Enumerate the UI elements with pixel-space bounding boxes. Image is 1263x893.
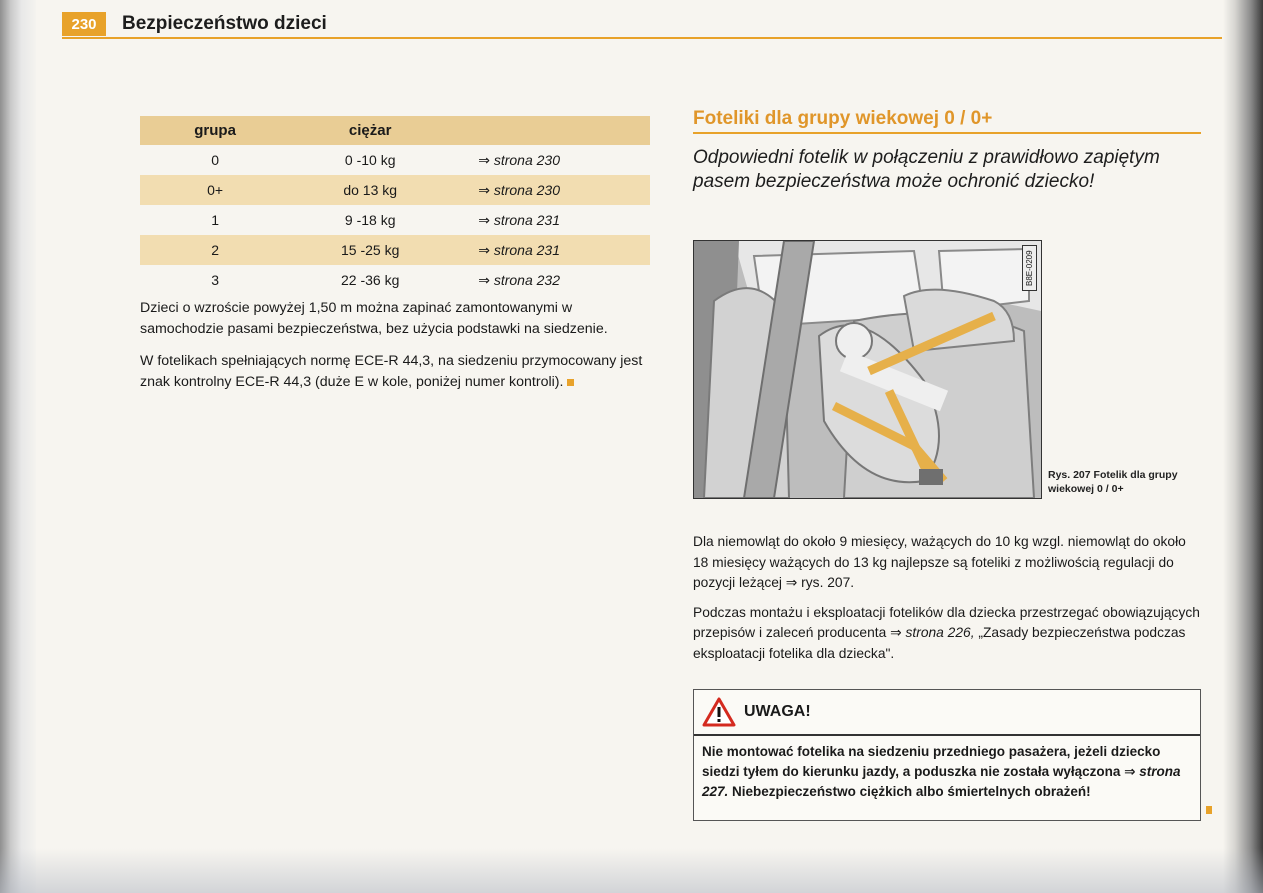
section-divider bbox=[693, 132, 1201, 134]
reference-text: strona 231 bbox=[493, 211, 561, 228]
warning-triangle-icon bbox=[702, 697, 736, 727]
paragraph-installation bbox=[693, 603, 1203, 665]
weight-cell: 0 -10 kg bbox=[344, 152, 396, 168]
reference-text: strona 230 bbox=[493, 181, 561, 198]
table-row bbox=[140, 175, 650, 205]
table-row bbox=[140, 235, 650, 265]
header-divider bbox=[62, 37, 1222, 39]
weight-cell: 15 -25 kg bbox=[290, 235, 450, 265]
warning-label: UWAGA! bbox=[744, 703, 811, 720]
weight-cell: do 13 kg bbox=[290, 175, 450, 205]
warning-text-end: Niebezpieczeństwo ciężkich albo śmiertelnych obrażeń! bbox=[728, 784, 1091, 799]
group-weight-table bbox=[140, 116, 650, 295]
warning-text-start: Nie montować fotelika na siedzeniu przedniego pasażera, jeżeli dziecko siedzi tyłem do kierunku jazdy, a poduszka nie została wyłączona ⇒ bbox=[702, 744, 1161, 779]
continuation-mark-icon bbox=[1206, 806, 1212, 814]
group-cell: 0 bbox=[211, 152, 219, 168]
column-header-weight: ciężar bbox=[290, 116, 450, 145]
page-title: Bezpieczeństwo dzieci bbox=[122, 13, 327, 34]
left-body-text bbox=[140, 298, 652, 404]
caption-number: Rys. 207 bbox=[1048, 469, 1091, 481]
weight-cell: 22 -36 kg bbox=[341, 272, 400, 288]
caption-text: Fotelik dla grupy wiekowej 0 / 0+ bbox=[1048, 469, 1178, 495]
page-reference-link[interactable] bbox=[450, 265, 650, 295]
group-cell: 2 bbox=[140, 235, 290, 265]
page-reference-link[interactable] bbox=[450, 175, 650, 205]
page-reference-link[interactable]: strona 227. bbox=[702, 764, 1181, 799]
figure-code-label: B8E-0209 bbox=[1022, 245, 1037, 291]
column-header-group: grupa bbox=[140, 116, 290, 145]
page-reference-link[interactable] bbox=[450, 145, 650, 175]
arrow-icon: ⇒ bbox=[478, 151, 490, 168]
warning-header bbox=[694, 690, 1200, 736]
page-reference-link[interactable] bbox=[450, 235, 650, 265]
page-bottom-shadow bbox=[0, 848, 1263, 893]
table-header-row bbox=[140, 116, 650, 145]
table-row bbox=[140, 205, 650, 235]
table-row bbox=[140, 265, 650, 295]
car-interior-illustration bbox=[694, 241, 1041, 498]
page-number: 230 bbox=[62, 12, 106, 36]
installation-text-start: Podczas montażu i eksploatacji fotelików dla dziecka przestrzegać obowiązujących przepisów i zaleceń producenta ⇒ bbox=[693, 604, 1200, 640]
reference-text: strona 232 bbox=[493, 271, 561, 288]
section-heading: Foteliki dla grupy wiekowej 0 / 0+ bbox=[693, 108, 993, 129]
paragraph-ece-mark bbox=[140, 351, 652, 393]
arrow-icon: ⇒ bbox=[478, 181, 490, 198]
table-row bbox=[140, 145, 650, 175]
installation-text-end: „Zasady bezpieczeństwa podczas eksploatacji fotelika dla dziecka". bbox=[693, 625, 1186, 661]
arrow-icon: ⇒ bbox=[478, 211, 490, 228]
page-binding-left bbox=[0, 0, 36, 893]
lead-statement: Odpowiedni fotelik w połączeniu z prawidłowo zapiętym pasem bezpieczeństwa może ochronić dziecko! bbox=[693, 147, 1160, 192]
column-header-reference bbox=[450, 116, 650, 145]
arrow-icon: ⇒ bbox=[478, 271, 490, 288]
group-cell: 1 bbox=[211, 212, 219, 228]
weight-cell: 9 -18 kg bbox=[344, 212, 396, 228]
warning-text bbox=[694, 736, 1200, 808]
warning-box bbox=[693, 689, 1201, 821]
right-body-text bbox=[693, 532, 1203, 673]
page-reference-link[interactable] bbox=[450, 205, 650, 235]
reference-text: strona 231 bbox=[493, 241, 561, 258]
reference-text: strona 230 bbox=[493, 151, 561, 168]
page-reference-link[interactable]: strona 226, bbox=[905, 625, 975, 640]
group-cell: 3 bbox=[211, 272, 219, 288]
paragraph-infant-seats: Dla niemowląt do około 9 miesięcy, ważących do 10 kg wzgl. niemowląt do około 18 miesięcy ważących do 13 kg najlepsze są foteliki z możliwością regulacji do pozycji leżącej ⇒ rys. 207. bbox=[693, 534, 1186, 590]
group-cell: 0+ bbox=[140, 175, 290, 205]
paragraph-height-rule: Dzieci o wzroście powyżej 1,50 m można zapinać zamontowanymi w samochodzie pasami bezpieczeństwa, bez użycia podstawki na siedzenie. bbox=[140, 300, 608, 337]
section-end-icon bbox=[567, 379, 574, 386]
paragraph-ece-text: W fotelikach spełniających normę ECE-R 44,3, na siedzeniu przymocowany jest znak kontrolny ECE-R 44,3 (duże E w kole, poniżej numer kontroli). bbox=[140, 353, 643, 390]
figure-caption bbox=[1048, 468, 1208, 496]
child-seat-figure bbox=[693, 240, 1042, 499]
arrow-icon: ⇒ bbox=[478, 241, 490, 258]
page-binding-right bbox=[1223, 0, 1263, 893]
